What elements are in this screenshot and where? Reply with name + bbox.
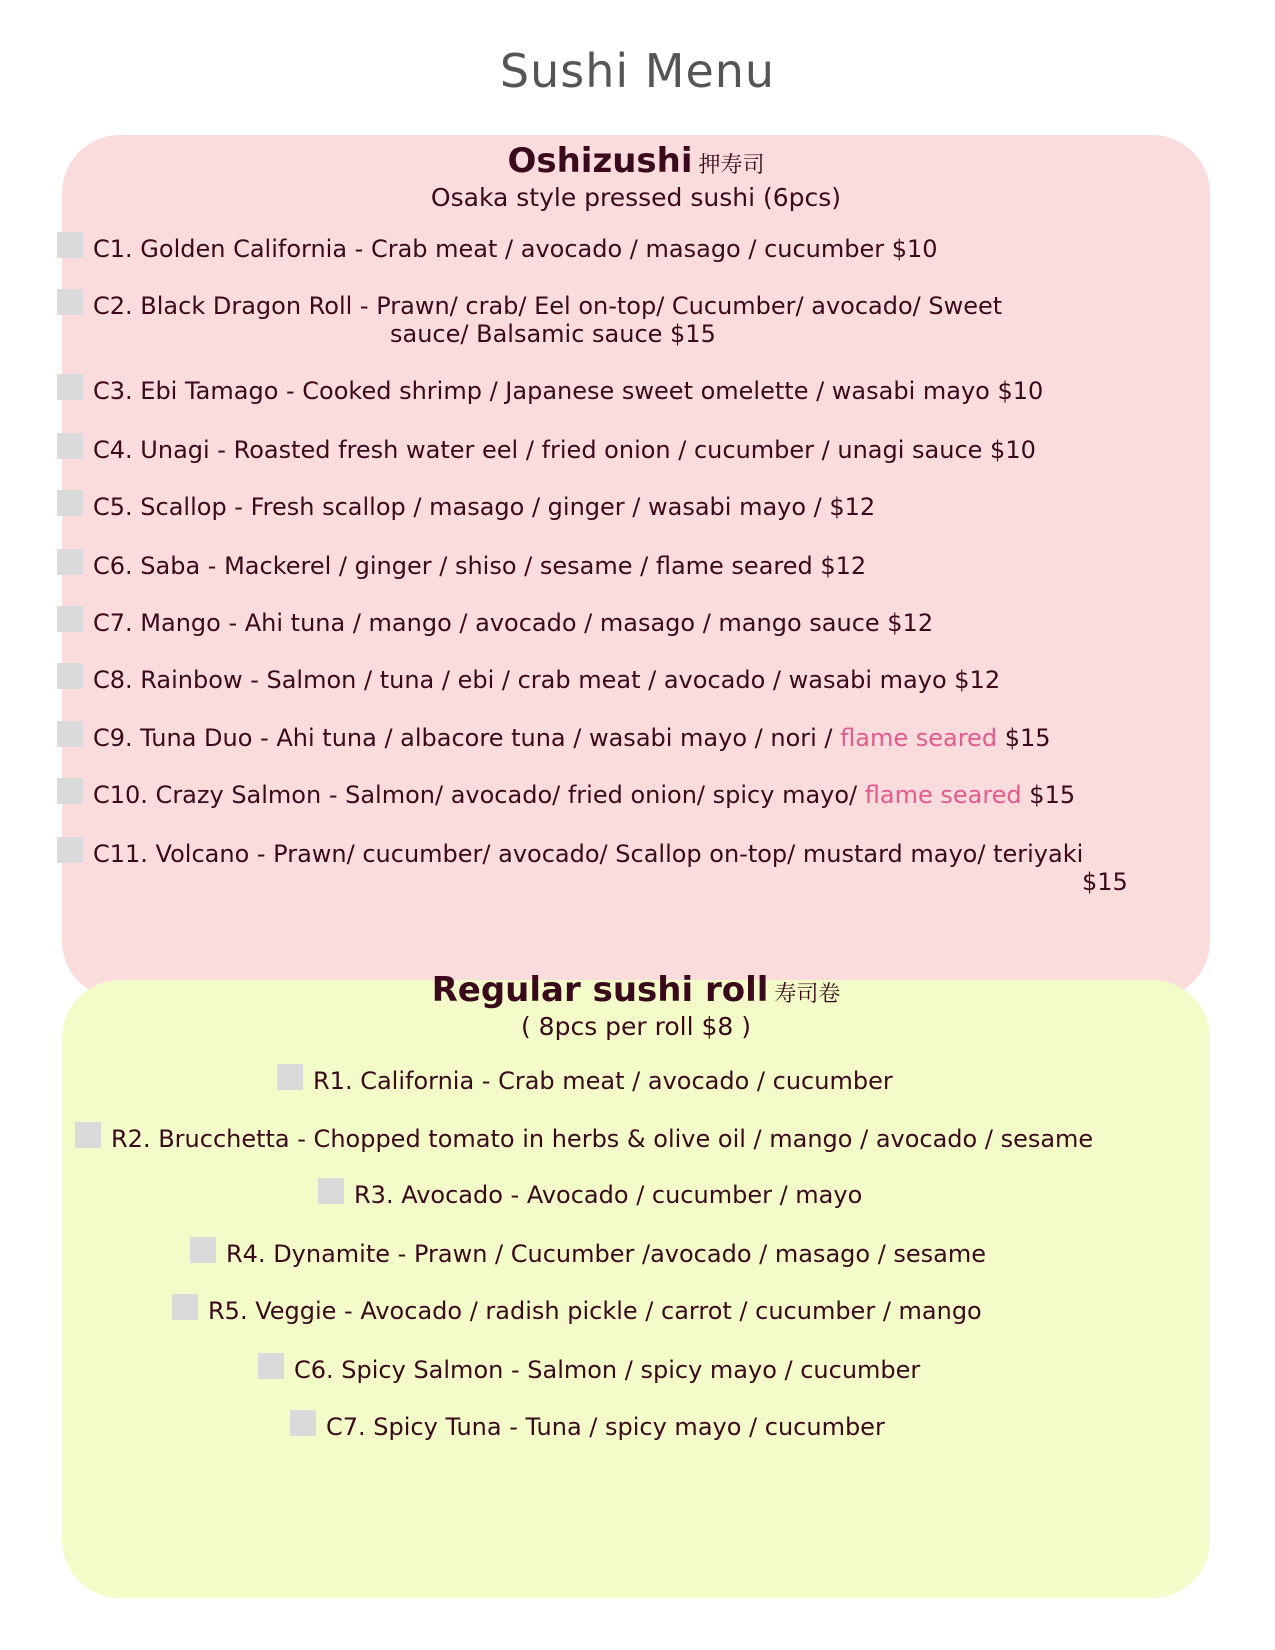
menu-item-c8: C8. Rainbow - Salmon / tuna / ebi / crab meat / avocado / wasabi mayo $12 (93, 666, 1001, 694)
checkbox-r3[interactable] (318, 1178, 344, 1204)
menu-item-c3: C3. Ebi Tamago - Cooked shrimp / Japanese sweet omelette / wasabi mayo $10 (93, 377, 1044, 405)
checkbox-c7-roll[interactable] (290, 1410, 316, 1436)
menu-item-c1: C1. Golden California - Crab meat / avocado / masago / cucumber $10 (93, 235, 938, 263)
checkbox-c1[interactable] (57, 232, 83, 258)
checkbox-c6-roll[interactable] (258, 1353, 284, 1379)
checkbox-c5[interactable] (57, 490, 83, 516)
regular-roll-subtitle: ( 8pcs per roll $8 ) (520, 1012, 752, 1041)
checkbox-c9[interactable] (57, 721, 83, 747)
oshizushi-header (62, 141, 1210, 212)
menu-item-spicy-tuna: C7. Spicy Tuna - Tuna / spicy mayo / cucumber (326, 1413, 885, 1441)
menu-item-c6: C6. Saba - Mackerel / ginger / shiso / sesame / flame seared $12 (93, 552, 867, 580)
menu-item-spicy-salmon: C6. Spicy Salmon - Salmon / spicy mayo / cucumber (294, 1356, 921, 1384)
checkbox-r4[interactable] (190, 1237, 216, 1263)
page-title: Sushi Menu (499, 44, 776, 98)
checkbox-r1[interactable] (277, 1064, 303, 1090)
checkbox-c6[interactable] (57, 549, 83, 575)
checkbox-c10[interactable] (57, 778, 83, 804)
menu-item-c4: C4. Unagi - Roasted fresh water eel / fried onion / cucumber / unagi sauce $10 (93, 436, 1036, 464)
menu-item-r5: R5. Veggie - Avocado / radish pickle / carrot / cucumber / mango (208, 1297, 982, 1325)
menu-item-c9 (93, 723, 1051, 753)
menu-item-r4: R4. Dynamite - Prawn / Cucumber /avocado / masago / sesame (226, 1240, 987, 1268)
menu-item-r2: R2. Brucchetta - Chopped tomato in herbs & olive oil / mango / avocado / sesame (111, 1125, 1094, 1153)
menu-item-c9-highlight: flame seared (840, 724, 998, 752)
regular-roll-title-cjk: 寿司卷 (774, 982, 841, 1007)
menu-item-c2-continued: sauce/ Balsamic sauce $15 (390, 320, 716, 348)
checkbox-c3[interactable] (57, 374, 83, 400)
checkbox-r2[interactable] (75, 1122, 101, 1148)
menu-item-c5: C5. Scallop - Fresh scallop / masago / ginger / wasabi mayo / $12 (93, 493, 876, 521)
menu-item-c7: C7. Mango - Ahi tuna / mango / avocado / masago / mango sauce $12 (93, 609, 934, 637)
oshizushi-title: Oshizushi (507, 141, 693, 181)
menu-item-c11-continued: $15 (1082, 868, 1128, 896)
menu-item-c2: C2. Black Dragon Roll - Prawn/ crab/ Eel on-top/ Cucumber/ avocado/ Sweet (93, 292, 1003, 320)
menu-item-c10-price: $15 (1021, 781, 1076, 809)
regular-roll-header (62, 970, 1210, 1041)
checkbox-c7[interactable] (57, 606, 83, 632)
menu-item-c10 (93, 780, 1075, 810)
checkbox-c11[interactable] (57, 837, 83, 863)
menu-item-c10-text: C10. Crazy Salmon - Salmon/ avocado/ fried onion/ spicy mayo/ (93, 781, 865, 809)
regular-roll-title: Regular sushi roll (431, 970, 769, 1010)
oshizushi-subtitle: Osaka style pressed sushi (6pcs) (430, 183, 842, 212)
menu-item-c9-price: $15 (997, 724, 1051, 752)
checkbox-c8[interactable] (57, 663, 83, 689)
menu-item-c11: C11. Volcano - Prawn/ cucumber/ avocado/ Scallop on-top/ mustard mayo/ teriyaki (93, 840, 1084, 868)
menu-item-r1: R1. California - Crab meat / avocado / cucumber (313, 1067, 893, 1095)
menu-item-c9-text: C9. Tuna Duo - Ahi tuna / albacore tuna / wasabi mayo / nori / (93, 724, 841, 752)
menu-item-r3: R3. Avocado - Avocado / cucumber / mayo (354, 1181, 863, 1209)
oshizushi-title-cjk: 押寿司 (698, 153, 765, 178)
checkbox-c4[interactable] (57, 433, 83, 459)
checkbox-r5[interactable] (172, 1294, 198, 1320)
menu-item-c10-highlight: flame seared (864, 781, 1022, 809)
checkbox-c2[interactable] (57, 289, 83, 315)
